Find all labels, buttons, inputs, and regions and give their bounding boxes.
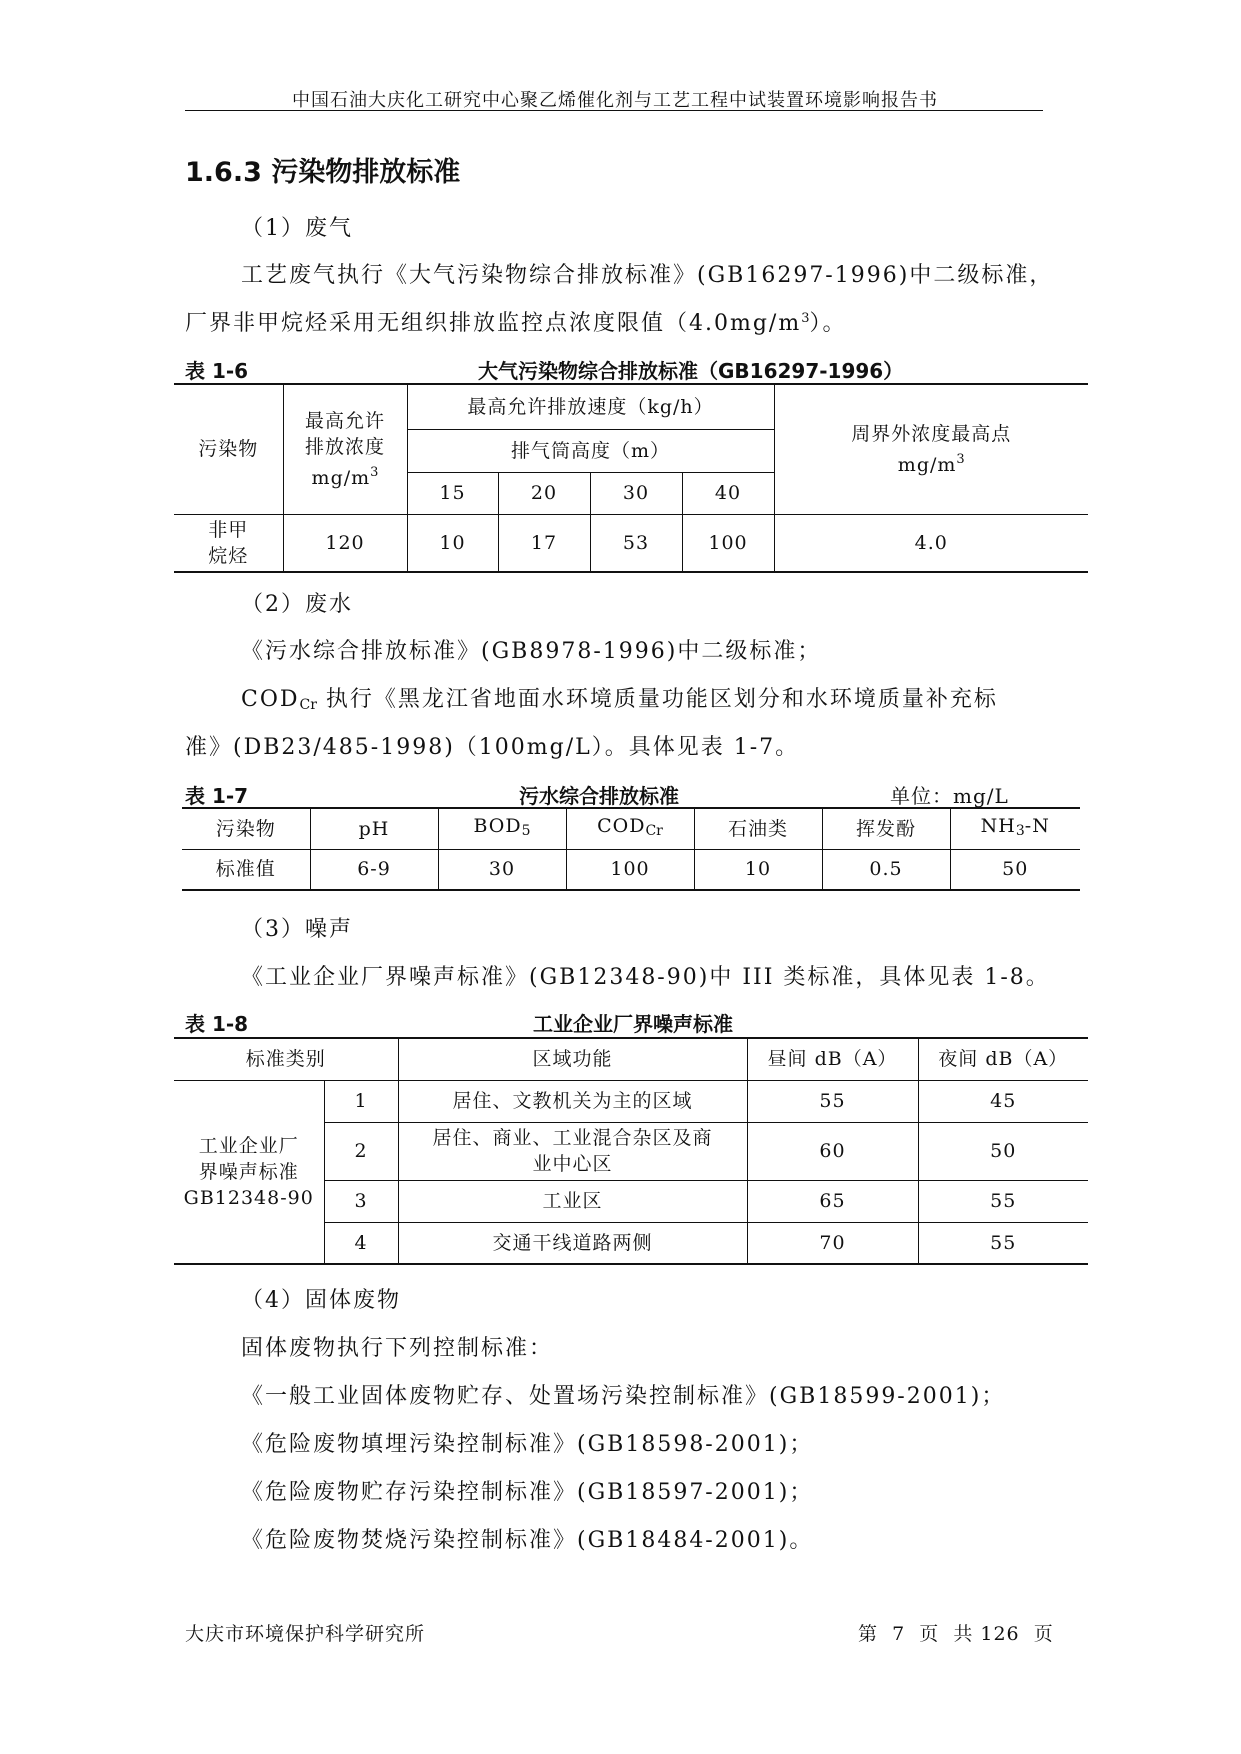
header-max-concentration: 最高允许 排放浓度 $mg/m^3$ [283, 384, 407, 514]
solid-waste-standard-item: 《一般工业固体废物贮存、处置场污染控制标准》(GB18599-2001)； [241, 1384, 1006, 1409]
header-pollutant: 污染物 [174, 384, 283, 514]
header-max-rate: 最高允许排放速度（kg/h） [407, 384, 774, 429]
zone-function: 交通干线道路两侧 [398, 1222, 747, 1264]
waste-gas-paragraph-line2: 厂界非甲烷烃采用无组织排放监控点浓度限值$(4.0mg/m^3)$。 [185, 311, 847, 336]
daytime-limit: 55 [747, 1080, 918, 1122]
table-air-pollutant-standard [174, 383, 1088, 573]
cell-petroleum: 10 [694, 849, 822, 890]
table2-caption-number: 表 1-7 [185, 784, 249, 808]
nighttime-limit: 55 [918, 1222, 1088, 1264]
solid-waste-intro: 固体废物执行下列控制标准： [241, 1336, 554, 1361]
waste-water-line2: $COD_{Cr}$ 执行《黑龙江省地面水环境质量功能区划分和水环境质量补充标 [241, 687, 998, 713]
section-title: 1.6.3 污染物排放标准 [185, 157, 461, 188]
header-zone-function: 区域功能 [398, 1038, 747, 1080]
header-boundary-concentration: 周界外浓度最高点 $mg/m^3$ [774, 384, 1088, 514]
cell-rate-30: 53 [590, 514, 682, 572]
class-number: 2 [324, 1122, 398, 1180]
table-noise-standard [174, 1037, 1088, 1265]
running-header: 中国石油大庆化工研究中心聚乙烯催化剂与工艺工程中试装置环境影响报告书 [292, 90, 938, 111]
cell-bod5: 30 [438, 849, 566, 890]
table1-caption-title: 大气污染物综合排放标准（GB16297-1996） [478, 359, 904, 383]
class-number: 3 [324, 1180, 398, 1222]
nighttime-limit: 50 [918, 1122, 1088, 1180]
row-standard-label: 标准值 [182, 849, 310, 890]
zone-function: 居住、文教机关为主的区域 [398, 1080, 747, 1122]
nighttime-limit: 55 [918, 1180, 1088, 1222]
footer-organization: 大庆市环境保护科学研究所 [185, 1623, 426, 1645]
noise-line1: 《工业企业厂界噪声标准》(GB12348-90)中 III 类标准，具体见表 1-8。 [241, 965, 1050, 990]
solid-waste-standard-item: 《危险废物贮存污染控制标准》(GB18597-2001)； [241, 1480, 814, 1505]
cell-ph: 6-9 [310, 849, 438, 890]
header-ph: pH [310, 808, 438, 849]
daytime-limit: 60 [747, 1122, 918, 1180]
table2-caption-title: 污水综合排放标准 [519, 784, 679, 808]
cell-volatile-phenol: 0.5 [822, 849, 950, 890]
class-number: 4 [324, 1222, 398, 1264]
cell-boundary-concentration: 4.0 [774, 514, 1088, 572]
table3-caption-number: 表 1-8 [185, 1012, 249, 1036]
table-wastewater-standard [182, 807, 1080, 891]
noise-heading: （3）噪声 [241, 917, 353, 942]
zone-function: 居住、商业、工业混合杂区及商 业中心区 [398, 1122, 747, 1180]
daytime-limit: 65 [747, 1180, 918, 1222]
cell-max-concentration: 120 [283, 514, 407, 572]
solid-waste-heading: （4）固体废物 [241, 1288, 401, 1313]
footer-page-number: 第 7 页 共 126 页 [858, 1623, 1054, 1645]
cell-ammonia-nitrogen: 50 [950, 849, 1080, 890]
waste-water-heading: （2）废水 [241, 592, 353, 617]
waste-water-line3: 准》(DB23/485-1998)（100mg/L）。具体见表 1-7。 [185, 735, 800, 760]
header-nighttime: 夜间 dB（A） [918, 1038, 1088, 1080]
header-codcr: $COD_{Cr}$ [566, 808, 694, 849]
header-petroleum: 石油类 [694, 808, 822, 849]
header-height-30: 30 [590, 472, 682, 514]
header-category: 标准类别 [174, 1038, 398, 1080]
zone-function: 工业区 [398, 1180, 747, 1222]
header-divider [185, 110, 1043, 111]
header-height-20: 20 [498, 472, 590, 514]
cell-rate-20: 17 [498, 514, 590, 572]
solid-waste-standard-item: 《危险废物焚烧污染控制标准》(GB18484-2001)。 [241, 1528, 814, 1553]
header-pollutant: 污染物 [182, 808, 310, 849]
cell-rate-40: 100 [682, 514, 774, 572]
header-daytime: 昼间 dB（A） [747, 1038, 918, 1080]
waste-water-line1: 《污水综合排放标准》(GB8978-1996)中二级标准； [241, 639, 822, 664]
cell-codcr: 100 [566, 849, 694, 890]
waste-gas-heading: （1）废气 [241, 216, 353, 241]
solid-waste-standard-item: 《危险废物填埋污染控制标准》(GB18598-2001)； [241, 1432, 814, 1457]
class-number: 1 [324, 1080, 398, 1122]
standard-name: 工业企业厂 界噪声标准 GB12348-90 [174, 1080, 324, 1264]
nighttime-limit: 45 [918, 1080, 1088, 1122]
header-height-15: 15 [407, 472, 498, 514]
row-pollutant-name: 非甲 烷烃 [174, 514, 283, 572]
daytime-limit: 70 [747, 1222, 918, 1264]
waste-gas-paragraph-line1: 工艺废气执行《大气污染物综合排放标准》(GB16297-1996)中二级标准， [241, 263, 1054, 288]
header-bod5: $BOD_5$ [438, 808, 566, 849]
table1-caption-number: 表 1-6 [185, 359, 249, 383]
table2-unit: 单位：mg/L [890, 784, 1009, 808]
cell-rate-15: 10 [407, 514, 498, 572]
header-height-40: 40 [682, 472, 774, 514]
header-stack-height: 排气筒高度（m） [407, 429, 774, 472]
header-volatile-phenol: 挥发酚 [822, 808, 950, 849]
header-ammonia-nitrogen: $NH_3-N$ [950, 808, 1080, 849]
table3-caption-title: 工业企业厂界噪声标准 [533, 1012, 733, 1036]
